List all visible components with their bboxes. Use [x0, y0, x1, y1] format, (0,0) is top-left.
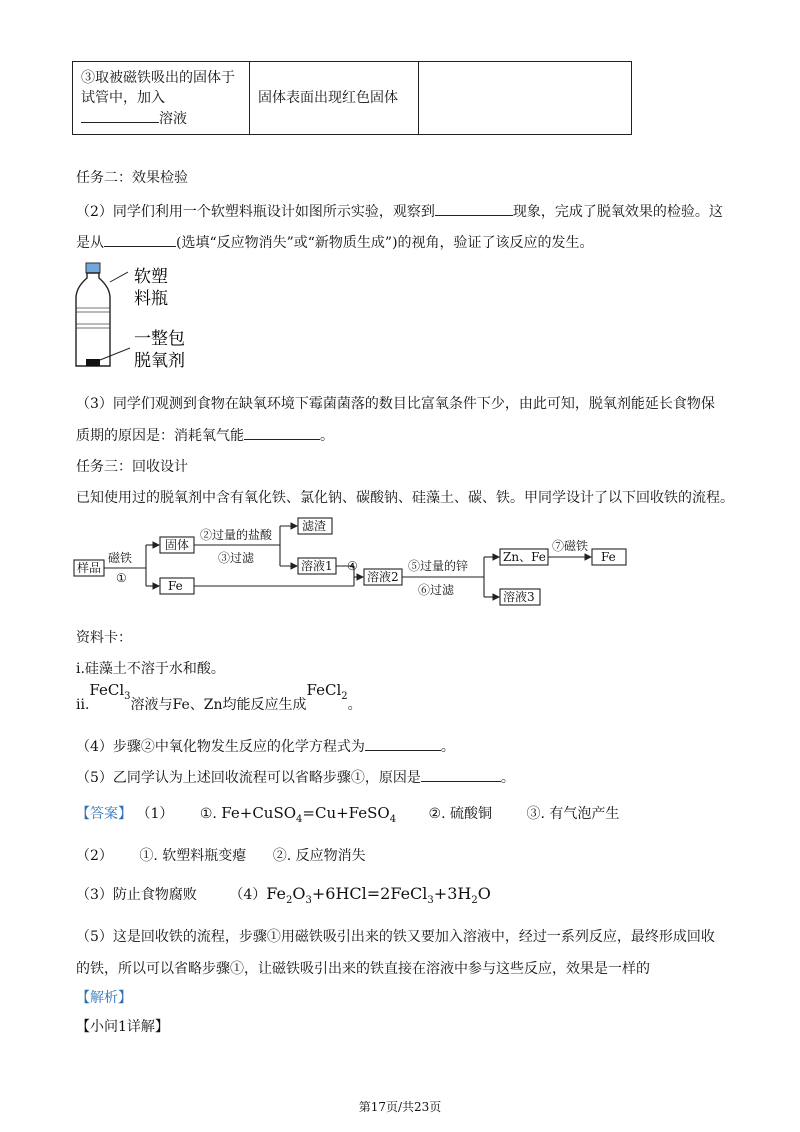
q5-tail: 。	[500, 770, 515, 786]
flow-diagram	[70, 512, 630, 612]
info-ii-end: 。	[347, 697, 362, 713]
answer-blank	[435, 201, 513, 216]
flow-magnet: 磁铁	[108, 551, 133, 565]
q2-text-b: 现象，完成了脱氧效果的检验。这	[512, 204, 723, 220]
task3-intro: 已知使用过的脱氧剂中含有氧化铁、氯化钠、碳酸钠、硅藻土、碳、铁。甲同学设计了以下回收铁的流程。	[76, 490, 734, 506]
agent-label-line1: 一整包	[134, 329, 185, 349]
answer-1-2: ②. 硫酸铜	[428, 806, 492, 822]
flow-magnet7: ⑦磁铁	[552, 539, 589, 553]
answer-blank	[244, 425, 320, 440]
flow-step4: ④	[347, 559, 358, 573]
answer-4-equation	[266, 884, 491, 907]
cell-step-line1: ③取被磁铁吸出的固体于	[81, 69, 235, 86]
eq-text: Fe	[266, 884, 286, 903]
info-item-i: i.硅藻土不溶于水和酸。	[76, 661, 225, 677]
answer-blank	[365, 736, 441, 751]
pointer-line	[110, 272, 128, 282]
table-row	[73, 62, 632, 135]
eq-sub: 3	[427, 895, 434, 907]
eq-sub: 3	[305, 895, 312, 907]
agent-label-line2: 脱氧剂	[134, 351, 185, 371]
answer-blank	[104, 232, 176, 247]
answer-2-2: ②. 反应物消失	[272, 848, 366, 864]
answer-line-1	[76, 803, 619, 825]
task2-title: 任务二：效果检验	[76, 170, 188, 186]
answer-4-num: （4）	[229, 887, 267, 903]
formula-sub: 3	[124, 691, 131, 702]
answer-1-3: ③. 有气泡产生	[526, 806, 620, 822]
info-ii-text: 溶液与Fe、Zn均能反应生成	[130, 697, 307, 713]
answer-tag: 【答案】	[76, 806, 132, 822]
eq-text: +3H	[433, 884, 472, 903]
table-cell-step	[73, 62, 250, 135]
flow-znfe: Zn、Fe	[503, 550, 546, 564]
q3-tail: 。	[320, 428, 334, 444]
question-2-line2	[76, 232, 594, 252]
flow-hcl: ②过量的盐酸	[200, 528, 273, 542]
answer-1-1-pre: ①.	[199, 806, 222, 822]
answer-5-line1: （5）这是回收铁的流程，步骤①用磁铁吸引出来的铁又要加入溶液中，经过一系列反应，最终形成回收	[76, 929, 715, 945]
eq-sub: 2	[471, 895, 478, 907]
q5-text: （5）乙同学认为上述回收流程可以省略步骤①，原因是	[76, 770, 421, 786]
answer-2-1: ①. 软塑料瓶变瘪	[139, 848, 247, 864]
eq-text: Fe+CuSO	[221, 804, 297, 822]
flow-step1: ①	[116, 571, 127, 585]
answer-1-1-equation	[221, 804, 397, 825]
eq-sub: 2	[286, 895, 293, 907]
eq-sub: 4	[296, 814, 303, 825]
table-cell-conclusion	[419, 62, 632, 135]
info-title: 资料卡：	[76, 630, 132, 646]
answer-1-num: （1）	[136, 806, 174, 822]
answer-line-2	[76, 845, 366, 865]
table-cell-phenomenon: 固体表面出现红色固体	[250, 62, 419, 135]
task3-title: 任务三：回收设计	[76, 459, 188, 475]
eq-sub: 4	[389, 814, 397, 825]
flow-sol2: 溶液2	[367, 570, 399, 584]
answer-blank	[81, 108, 159, 123]
q4-tail: 。	[440, 739, 455, 755]
question-5	[76, 767, 515, 787]
flow-sol3: 溶液3	[503, 590, 535, 604]
info-item-ii	[76, 681, 362, 713]
experiment-table	[72, 61, 632, 135]
q2-text-d: (选填“反应物消失”或“新物质生成”)的视角，验证了该反应的发生。	[176, 235, 594, 251]
question-3-line1: （3）同学们观测到食物在缺氧环境下霉菌菌落的数目比富氧条件下少，由此可知，脱氧剂能延长食物保	[76, 396, 715, 412]
formula-sub: 2	[341, 691, 348, 702]
eq-text: O	[477, 884, 491, 903]
flow-sol1: 溶液1	[301, 559, 333, 573]
q2-text-c: 是从	[76, 235, 104, 251]
flow-zinc: ⑤过量的锌	[408, 559, 469, 573]
answer-5-line2: 的铁，所以可以省略步骤①，让磁铁吸引出来的铁直接在溶液中参与这些反应，效果是一样的	[76, 961, 650, 977]
info-ii-prefix: ii.	[76, 697, 90, 713]
formula-text: FeCl	[306, 681, 342, 699]
q3-text: 质期的原因是：消耗氧气能	[76, 428, 244, 444]
formula-fecl3	[89, 681, 131, 702]
page-footer: 第17页/共23页	[358, 1100, 442, 1114]
analysis-sub1: 【小问1详解】	[76, 1019, 169, 1035]
question-4	[76, 736, 455, 756]
q2-text-a: （2）同学们利用一个软塑料瓶设计如图所示实验，观察到	[76, 204, 435, 220]
cell-step-line2: 试管中，加入	[81, 89, 165, 106]
flow-fe: Fe	[168, 579, 183, 593]
answer-blank	[421, 767, 501, 782]
eq-text: =Cu+FeSO	[302, 804, 390, 822]
eq-text: O	[292, 884, 306, 903]
formula-text: FeCl	[89, 681, 125, 699]
question-3-line2	[76, 425, 334, 445]
question-2-line1	[76, 201, 723, 221]
answer-3: （3）防止食物腐败	[76, 887, 197, 903]
flow-filter3: ③过滤	[218, 551, 255, 565]
bottle-label-line2: 料瓶	[134, 289, 168, 309]
flow-filter6: ⑥过滤	[418, 583, 455, 597]
flow-residue: 滤渣	[302, 519, 327, 533]
bottle-icon	[76, 263, 110, 366]
flow-sample: 样品	[77, 561, 102, 575]
answer-2-num: （2）	[76, 848, 113, 864]
cell-step-tail: 溶液	[159, 110, 187, 127]
answer-line-3	[76, 884, 491, 906]
q4-text: （4）步骤②中氧化物发生反应的化学方程式为	[76, 739, 365, 755]
eq-text: +6HCl=2FeCl	[311, 884, 428, 903]
flow-fe-final: Fe	[601, 550, 616, 564]
bottle-figure	[70, 260, 210, 375]
flow-solid: 固体	[165, 538, 190, 552]
analysis-tag: 【解析】	[76, 990, 132, 1006]
formula-fecl2	[306, 681, 348, 702]
bottle-label-line1: 软塑	[134, 267, 168, 287]
